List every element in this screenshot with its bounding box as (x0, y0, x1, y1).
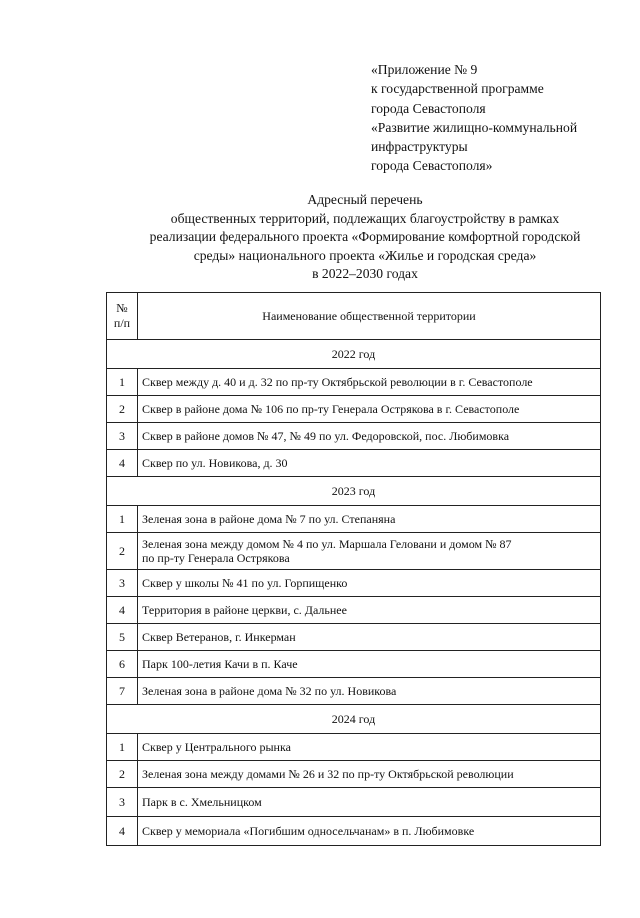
table-row (107, 817, 601, 846)
year-row-2022 (107, 340, 601, 369)
row-number: 4 (107, 817, 138, 846)
year-label: 2022 год (107, 340, 601, 369)
row-number: 3 (107, 788, 138, 817)
table-row (107, 423, 601, 450)
row-name: Территория в районе церкви, с. Дальнее (138, 597, 601, 624)
row-number: 1 (107, 734, 138, 761)
table-row (107, 734, 601, 761)
row-name: Зеленая зона в районе дома № 32 по ул. Новикова (138, 678, 601, 705)
table-row (107, 624, 601, 651)
appendix-line: города Севастополя» (371, 158, 493, 174)
row-name-line: по пр-ту Генерала Острякова (142, 551, 290, 565)
year-label: 2023 год (107, 477, 601, 506)
header-number-abbr: п/п (113, 316, 131, 330)
row-name: Сквер в районе домов № 47, № 49 по ул. Федоровской, пос. Любимовка (138, 423, 601, 450)
table-header-row (107, 293, 601, 340)
appendix-line: города Севастополя (371, 100, 486, 116)
row-name: Сквер по ул. Новикова, д. 30 (138, 450, 601, 477)
title-line: Адресный перечень (307, 192, 423, 207)
territory-table (106, 292, 601, 846)
row-name: Сквер Ветеранов, г. Инкерман (138, 624, 601, 651)
table-row (107, 678, 601, 705)
row-number: 2 (107, 533, 138, 570)
appendix-line: «Развитие жилищно-коммунальной (371, 119, 578, 135)
row-name: Зеленая зона в районе дома № 7 по ул. Степаняна (138, 506, 601, 533)
row-number: 3 (107, 570, 138, 597)
table-row (107, 533, 601, 570)
row-number: 1 (107, 506, 138, 533)
row-number: 2 (107, 761, 138, 788)
document-title (100, 191, 630, 284)
row-name: Сквер в районе дома № 106 по пр-ту Генерала Острякова в г. Севастополе (138, 396, 601, 423)
appendix-line: «Приложение № 9 (371, 62, 478, 77)
row-name (138, 533, 601, 570)
table-row (107, 369, 601, 396)
year-label: 2024 год (107, 705, 601, 734)
row-name: Сквер у мемориала «Погибшим односельчанам» в п. Любимовке (138, 817, 601, 846)
table-row (107, 651, 601, 678)
year-row-2023 (107, 477, 601, 506)
row-number: 2 (107, 396, 138, 423)
table-row (107, 396, 601, 423)
row-number: 3 (107, 423, 138, 450)
table-row (107, 761, 601, 788)
header-name: Наименование общественной территории (138, 293, 601, 340)
year-row-2024 (107, 705, 601, 734)
row-number: 4 (107, 450, 138, 477)
title-line: реализации федерального проекта «Формирование комфортной городской (149, 229, 581, 245)
row-number: 5 (107, 624, 138, 651)
table-row (107, 788, 601, 817)
appendix-line: к государственной программе (371, 81, 544, 97)
row-name: Парк 100-летия Качи в п. Каче (138, 651, 601, 678)
row-number: 6 (107, 651, 138, 678)
header-number-symbol: № (116, 301, 128, 315)
row-number: 7 (107, 678, 138, 705)
row-name: Сквер у школы № 41 по ул. Горпищенко (138, 570, 601, 597)
row-name: Сквер у Центрального рынка (138, 734, 601, 761)
row-number: 1 (107, 369, 138, 396)
row-name: Зеленая зона между домами № 26 и 32 по пр-ту Октябрьской революции (138, 761, 601, 788)
row-name-line: Зеленая зона между домом № 4 по ул. Маршала Геловани и домом № 87 (142, 537, 512, 551)
row-name: Сквер между д. 40 и д. 32 по пр-ту Октябрьской революции в г. Севастополе (138, 369, 601, 396)
title-line: общественных территорий, подлежащих благоустройству в рамках (170, 210, 560, 226)
table-row (107, 597, 601, 624)
appendix-note (371, 60, 577, 176)
row-number: 4 (107, 597, 138, 624)
table-row (107, 450, 601, 477)
table-row (107, 506, 601, 533)
appendix-line: инфраструктуры (371, 139, 468, 155)
title-line: в 2022–2030 годах (312, 266, 418, 282)
table-row (107, 570, 601, 597)
header-number (107, 293, 138, 340)
row-name: Парк в с. Хмельницком (138, 788, 601, 817)
title-line: среды» национального проекта «Жилье и городская среда» (193, 247, 537, 263)
